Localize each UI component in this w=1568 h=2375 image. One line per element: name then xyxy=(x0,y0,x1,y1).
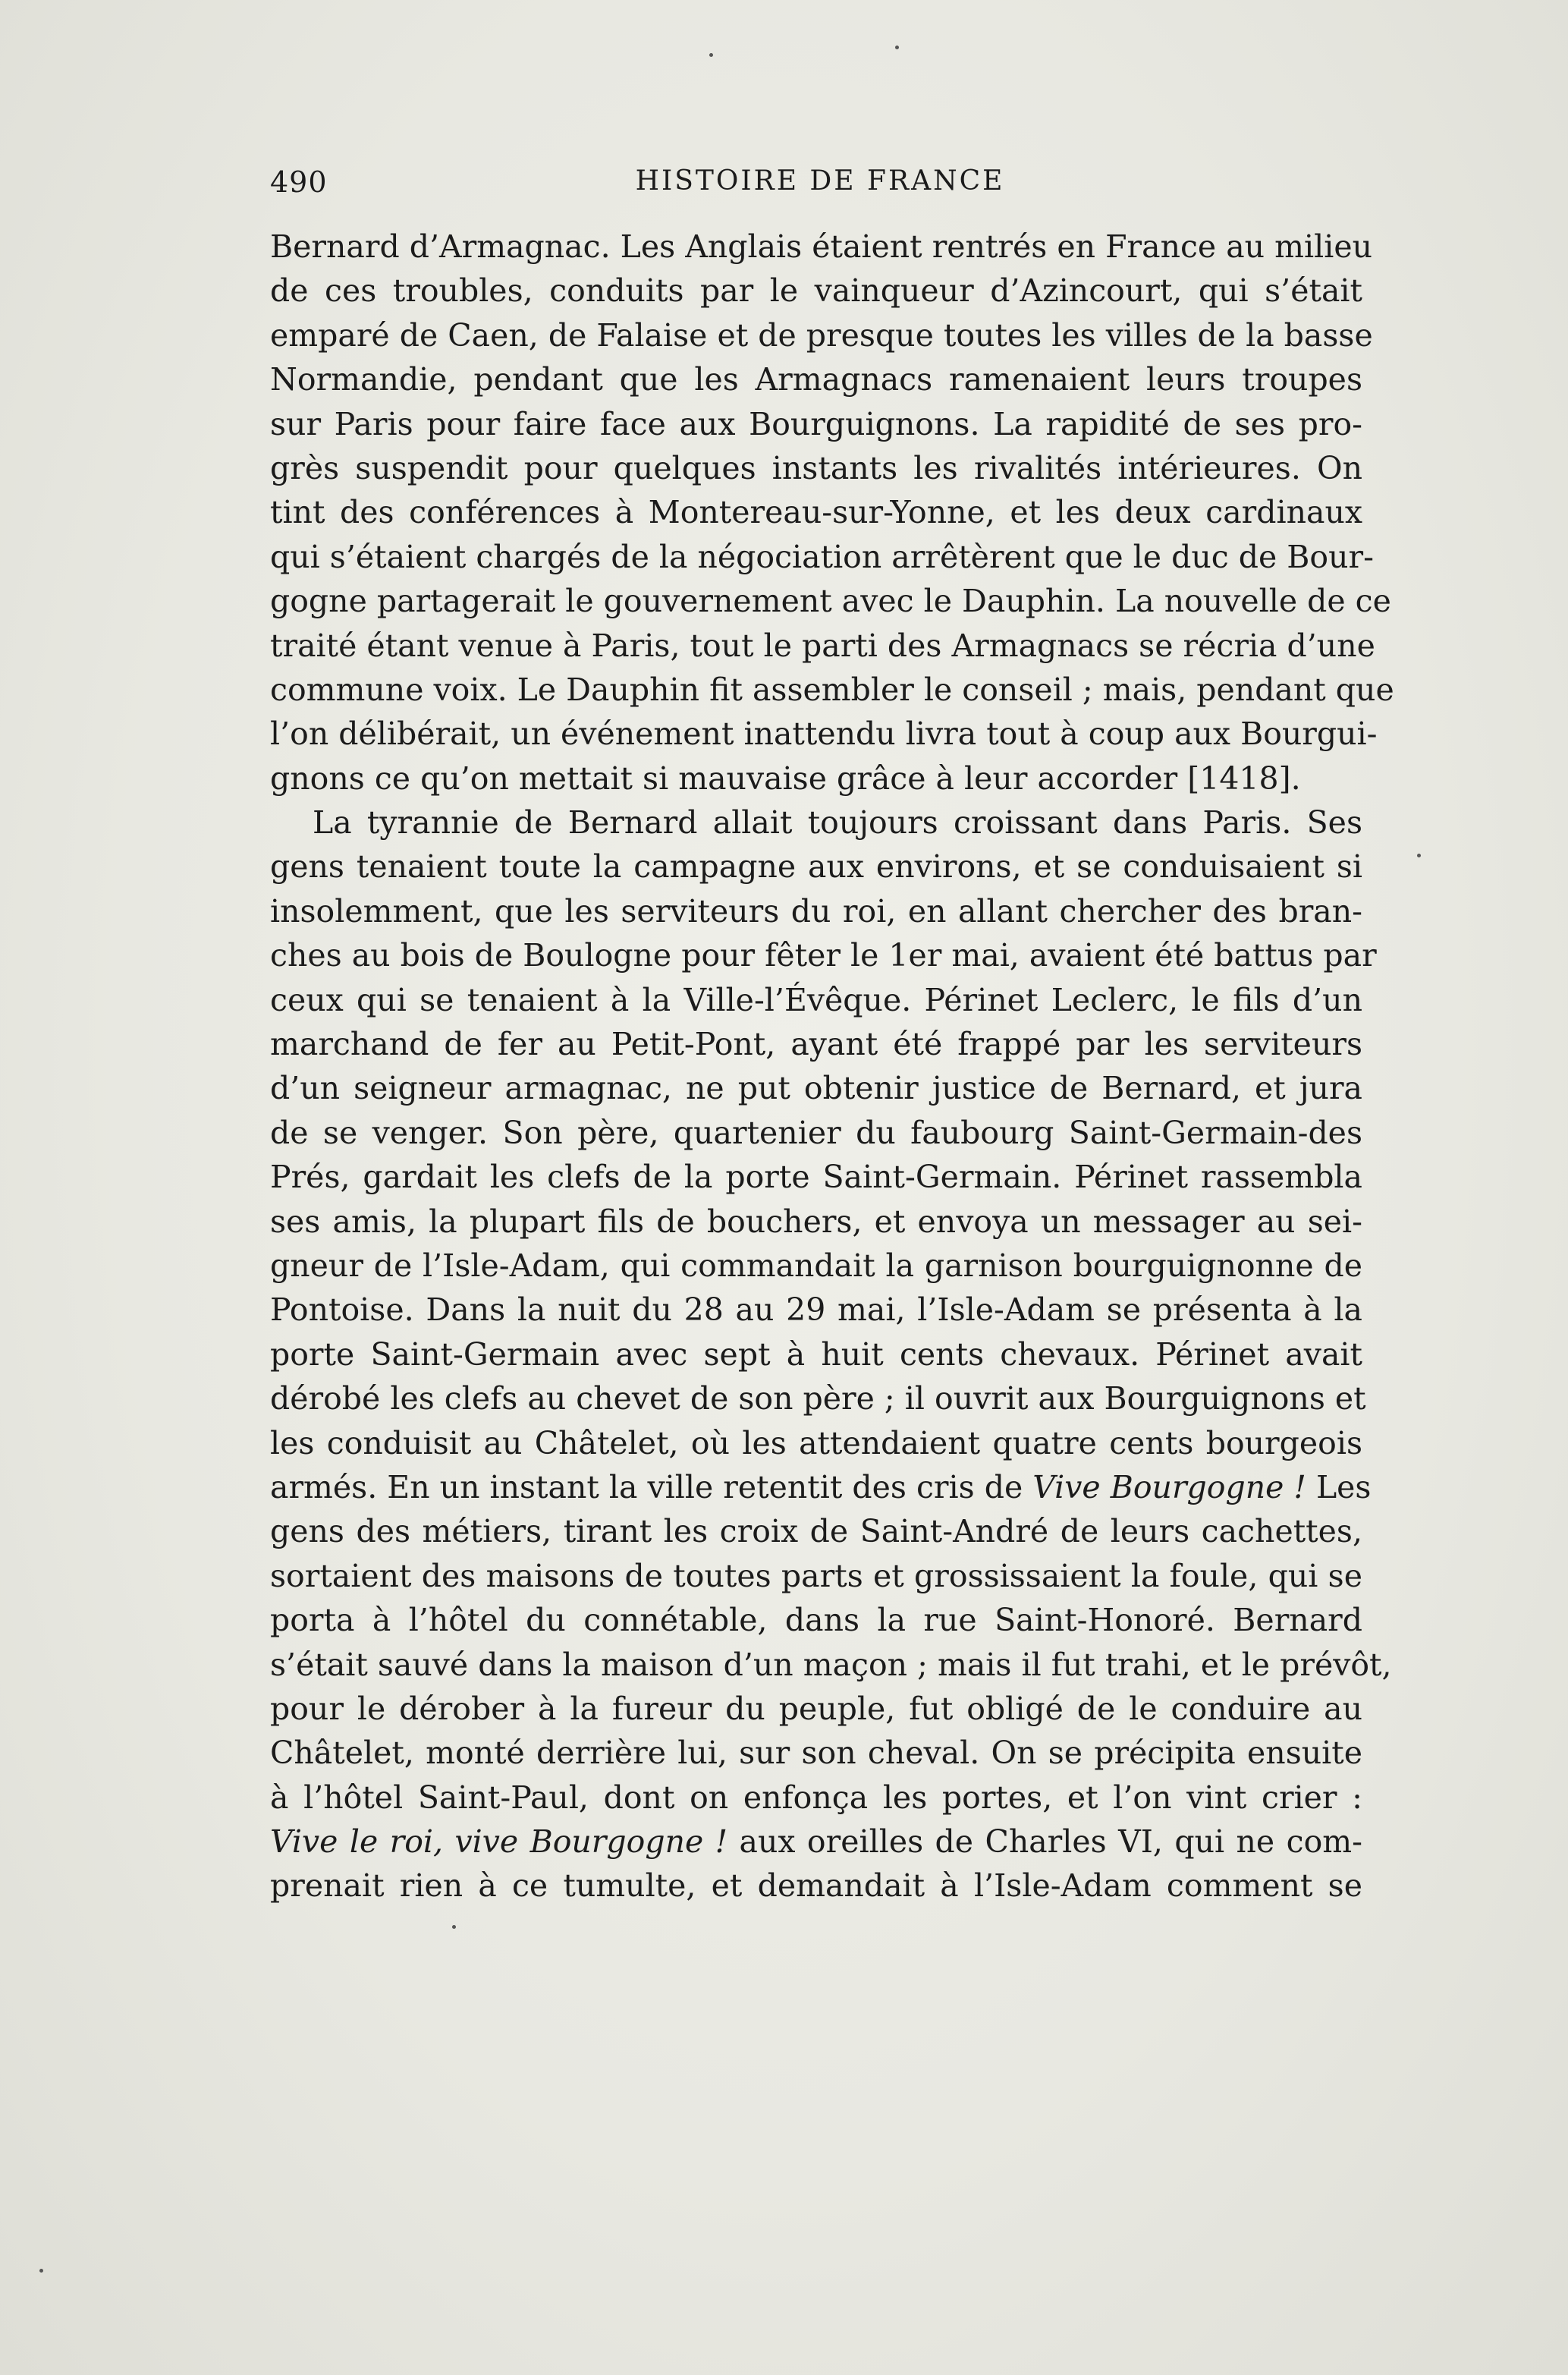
text-line: pour le dérober à la fureur du peuple, fut obligé de le conduire au xyxy=(270,1690,1362,1727)
text-line: qui s’étaient chargés de la négociation arrêtèrent que le duc de Bour- xyxy=(270,538,1374,575)
text-segment: Les xyxy=(1306,1468,1372,1505)
paper-speck xyxy=(39,2269,43,2273)
text-line: s’était sauvé dans la maison d’un maçon ; mais il fut trahi, et le prévôt, xyxy=(270,1646,1392,1683)
text-line: gnons ce qu’on mettait si mauvaise grâce à leur accorder [1418]. xyxy=(270,760,1301,797)
text-line: grès suspendit pour quelques instants les rivalités intérieures. On xyxy=(270,449,1362,486)
text-line: Prés, gardait les clefs de la porte Saint-Germain. Périnet rassembla xyxy=(270,1159,1362,1196)
text-line: tint des conférences à Montereau-sur-Yonne, et les deux cardinaux xyxy=(270,494,1362,531)
text-line: ches au bois de Boulogne pour fêter le 1er mai, avaient été battus par xyxy=(270,937,1377,974)
text-line: dérobé les clefs au chevet de son père ; il ouvrit aux Bourguignons et xyxy=(270,1380,1366,1417)
page-number: 490 xyxy=(270,165,328,199)
text-line: gens des métiers, tirant les croix de Saint-André de leurs cachettes, xyxy=(270,1513,1362,1550)
text-line: gneur de l’Isle-Adam, qui commandait la garnison bourguignonne de xyxy=(270,1247,1362,1284)
text-line: La tyrannie de Bernard allait toujours croissant dans Paris. Ses xyxy=(313,804,1362,841)
running-head xyxy=(270,165,1370,211)
text-line xyxy=(270,1820,1362,1864)
text-line: gogne partagerait le gouvernement avec le Dauphin. La nouvelle de ce xyxy=(270,583,1391,620)
text-line: emparé de Caen, de Falaise et de presque toutes les villes de la basse xyxy=(270,316,1373,354)
paper-speck xyxy=(1417,854,1421,857)
text-line: de ces troubles, conduits par le vainqueur d’Azincourt, qui s’était xyxy=(270,272,1362,310)
text-line: ceux qui se tenaient à la Ville-l’Évêque. Périnet Leclerc, le fils d’un xyxy=(270,981,1362,1018)
text-line: traité étant venue à Paris, tout le parti des Armagnacs se récria d’une xyxy=(270,627,1375,664)
italic-exclamation: Vive le roi, vive Bourgogne ! xyxy=(270,1823,728,1861)
text-line: Châtelet, monté derrière lui, sur son cheval. On se précipita ensuite xyxy=(270,1735,1362,1772)
text-line: ses amis, la plupart fils de bouchers, et envoya un messager au sei- xyxy=(270,1203,1362,1240)
paper-speck xyxy=(709,53,713,57)
text-line: prenait rien à ce tumulte, et demandait à l’Isle-Adam comment se xyxy=(270,1867,1362,1905)
text-line: d’un seigneur armagnac, ne put obtenir justice de Bernard, et jura xyxy=(270,1070,1362,1107)
text-line: insolemment, que les serviteurs du roi, en allant chercher des bran- xyxy=(270,892,1362,930)
paper-speck xyxy=(895,46,899,49)
text-line: porte Saint-Germain avec sept à huit cents chevaux. Périnet avait xyxy=(270,1335,1362,1373)
text-line: Bernard d’Armagnac. Les Anglais étaient rentrés en France au milieu xyxy=(270,228,1372,265)
text-line xyxy=(270,1465,1372,1509)
paper-speck xyxy=(452,1925,456,1929)
body-text xyxy=(270,225,1394,1908)
text-line: de se venger. Son père, quartenier du faubourg Saint-Germain-des xyxy=(270,1114,1362,1151)
text-segment: aux oreilles de Charles VI, qui ne com- xyxy=(727,1823,1362,1861)
text-line: porta à l’hôtel du connétable, dans la rue Saint-Honoré. Bernard xyxy=(270,1602,1362,1639)
text-segment: armés. En un instant la ville retentit des cris de xyxy=(270,1468,1033,1505)
text-line: l’on délibérait, un événement inattendu livra tout à coup aux Bourgui- xyxy=(270,716,1378,753)
text-line: Normandie, pendant que les Armagnacs ramenaient leurs troupes xyxy=(270,361,1362,398)
text-line: les conduisit au Châtelet, où les attendaient quatre cents bourgeois xyxy=(270,1424,1362,1461)
text-line: sur Paris pour faire face aux Bourguignons. La rapidité de ses pro- xyxy=(270,405,1362,442)
text-line: sortaient des maisons de toutes parts et grossissaient la foule, qui se xyxy=(270,1557,1362,1594)
text-line: à l’hôtel Saint-Paul, dont on enfonça les portes, et l’on vint crier : xyxy=(270,1779,1362,1816)
running-title: HISTOIRE DE FRANCE xyxy=(635,165,1005,197)
text-line: Pontoise. Dans la nuit du 28 au 29 mai, l’Isle-Adam se présenta à la xyxy=(270,1291,1362,1329)
text-line: commune voix. Le Dauphin fit assembler le conseil ; mais, pendant que xyxy=(270,671,1394,708)
text-line: marchand de fer au Petit-Pont, ayant été frappé par les serviteurs xyxy=(270,1026,1362,1063)
italic-exclamation: Vive Bourgogne ! xyxy=(1032,1468,1306,1505)
text-line: gens tenaient toute la campagne aux environs, et se conduisaient si xyxy=(270,848,1362,886)
